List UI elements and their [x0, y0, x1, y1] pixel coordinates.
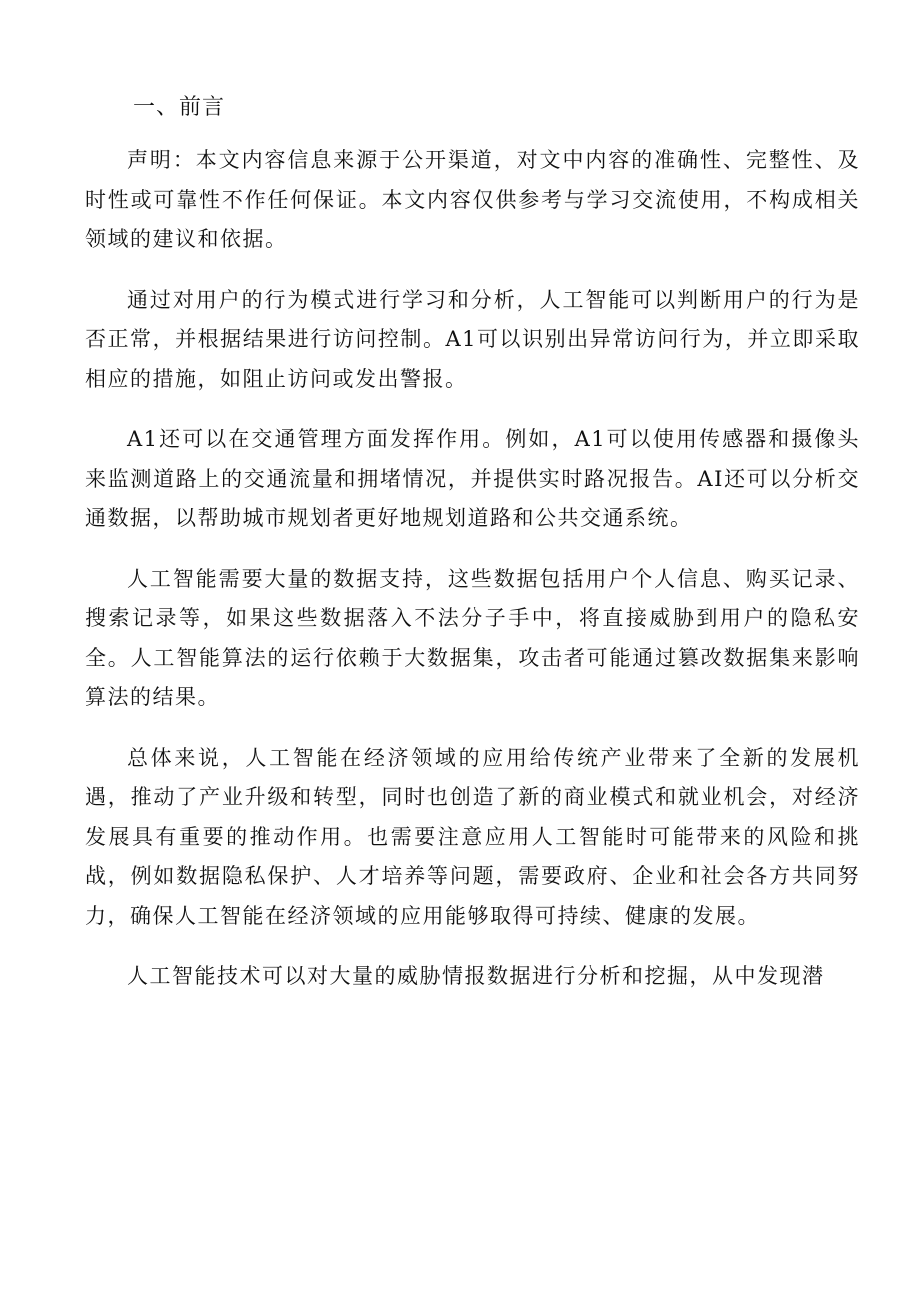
- section-heading: 一、前言: [133, 95, 226, 120]
- body-paragraph-access-control: 通过对用户的行为模式进行学习和分析，人工智能可以判断用户的行为是否正常，并根据结果进行访问控制。A1可以识别出异常访问行为，并立即采取相应的措施，如阻止访问或发出警报。: [85, 287, 860, 391]
- body-paragraph-economy: 总体来说，人工智能在经济领域的应用给传统产业带来了全新的发展机遇，推动了产业升级和转型，同时也创造了新的商业模式和就业机会，对经济发展具有重要的推动作用。也需要注意应用人工智能时可能带来的风险和挑战，例如数据隐私保护、人才培养等问题，需要政府、企业和社会各方共同努力，确保人工智能在经济领域的应用能够取得可持续、健康的发展。: [85, 745, 860, 928]
- body-paragraph-privacy: 人工智能需要大量的数据支持，这些数据包括用户个人信息、购买记录、搜索记录等，如果这些数据落入不法分子手中，将直接威胁到用户的隐私安全。人工智能算法的运行依赖于大数据集，攻击者可能通过篡改数据集来影响算法的结果。: [85, 566, 860, 709]
- body-paragraph-threat-intel: 人工智能技术可以对大量的威胁情报数据进行分析和挖掘，从中发现潜: [127, 964, 825, 988]
- disclaimer-paragraph: 声明：本文内容信息来源于公开渠道，对文中内容的准确性、完整性、及时性或可靠性不作任何保证。本文内容仅供参考与学习交流使用，不构成相关领域的建议和依据。: [85, 148, 860, 251]
- body-paragraph-traffic: A1还可以在交通管理方面发挥作用。例如，A1可以使用传感器和摄像头来监测道路上的交通流量和拥堵情况，并提供实时路况报告。AI还可以分析交通数据，以帮助城市规划者更好地规划道路和公共交通系统。: [85, 427, 860, 530]
